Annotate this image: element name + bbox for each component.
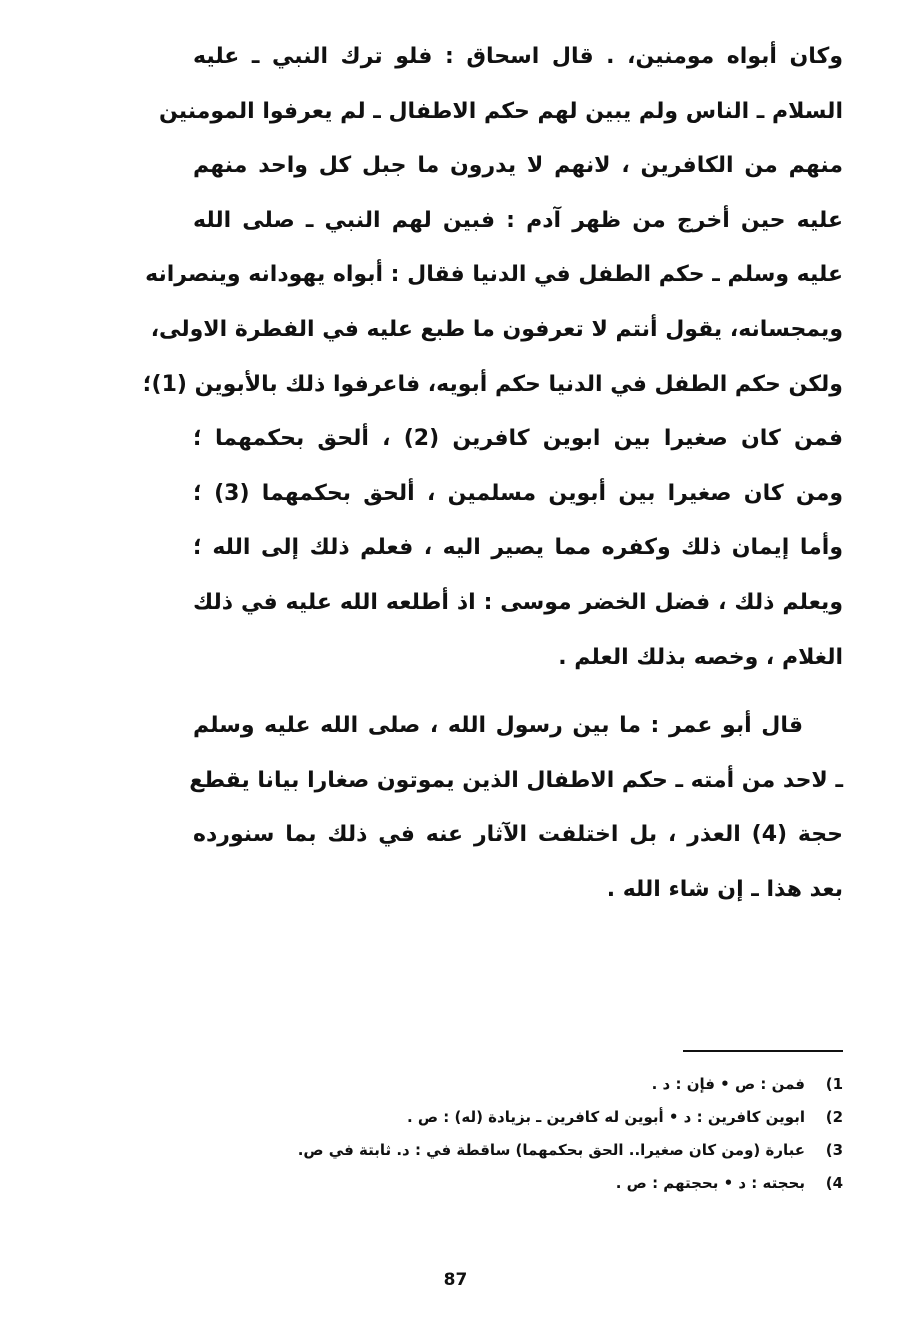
text-line: السلام ـ الناس ولم يبين لهم حكم الاطفال ـ لم يعرفوا المومنين <box>158 98 843 124</box>
footnote-number: 4) <box>825 1174 843 1192</box>
footnotes <box>200 1068 843 1200</box>
footnote-text: ابوين كافرين : د • أبوين له كافرين ـ بزيادة (له) : ص . <box>406 1108 805 1126</box>
text-line: ويمجسانه، يقول أنتم لا تعرفون ما طبع عليه في الفطرة الاولى، <box>150 316 843 342</box>
footnote <box>200 1167 843 1200</box>
footnote-text: عبارة (ومن كان صغيرا.. الحق بحكمهما) ساقطة في : د. ثابتة في ص. <box>297 1141 805 1159</box>
text-line: ويعلم ذلك ، فضل الخضر موسى : اذ أطلعه الله عليه في ذلك <box>193 589 843 615</box>
footnote-separator <box>683 1050 843 1052</box>
footnote-number: 1) <box>825 1075 843 1093</box>
text-line: منهم من الكافرين ، لانهم لا يدرون ما جبل كل واحد منهم <box>193 153 843 179</box>
text-line: بعد هذا ـ إن شاء الله . <box>606 876 843 902</box>
text-line: قال أبو عمر : ما بين رسول الله ، صلى الله عليه وسلم <box>193 713 803 739</box>
text-line: ومن كان صغيرا بين أبوين مسلمين ، ألحق بحكمهما (3) ؛ <box>193 480 843 506</box>
page-number: 87 <box>443 1270 468 1290</box>
footnote <box>200 1068 843 1101</box>
paragraph-gap <box>193 685 843 699</box>
footnote-text: فمن : ص • فإن : د . <box>651 1075 805 1093</box>
text-line: ـ لاحد من أمته ـ حكم الاطفال الذين يموتون صغارا بيانا يقطع <box>189 767 843 793</box>
text-line: عليه حين أخرج من ظهر آدم : فبين لهم النبي ـ صلى الله <box>193 207 843 233</box>
footnote-text: بحجته : د • بحجتهم : ص . <box>615 1174 805 1192</box>
text-line: الغلام ، وخصه بذلك العلم . <box>558 644 843 670</box>
text-line: وكان أبواه مومنين، . قال اسحاق : فلو ترك النبي ـ عليه <box>193 44 843 69</box>
footnote-number: 3) <box>825 1141 843 1159</box>
text-line: ولكن حكم الطفل في الدنيا حكم أبويه، فاعرفوا ذلك بالأبوين (1)؛ <box>142 371 843 397</box>
footnote-number: 2) <box>825 1108 843 1126</box>
text-line: فمن كان صغيرا بين ابوين كافرين (2) ، ألحق بحكمهما ؛ <box>193 426 843 452</box>
footnote <box>200 1134 843 1167</box>
text-line: عليه وسلم ـ حكم الطفل في الدنيا فقال : أبواه يهودانه وينصرانه <box>145 262 843 288</box>
footnote <box>200 1101 843 1134</box>
text-line: حجة (4) العذر ، بل اختلفت الآثار عنه في ذلك بما سنورده <box>193 822 843 848</box>
main-text-block <box>142 30 843 918</box>
paragraph-1 <box>142 30 843 685</box>
text-line: وأما إيمان ذلك وكفره مما يصير اليه ، فعلم ذلك إلى الله ؛ <box>193 535 843 561</box>
paragraph-2 <box>189 699 843 917</box>
